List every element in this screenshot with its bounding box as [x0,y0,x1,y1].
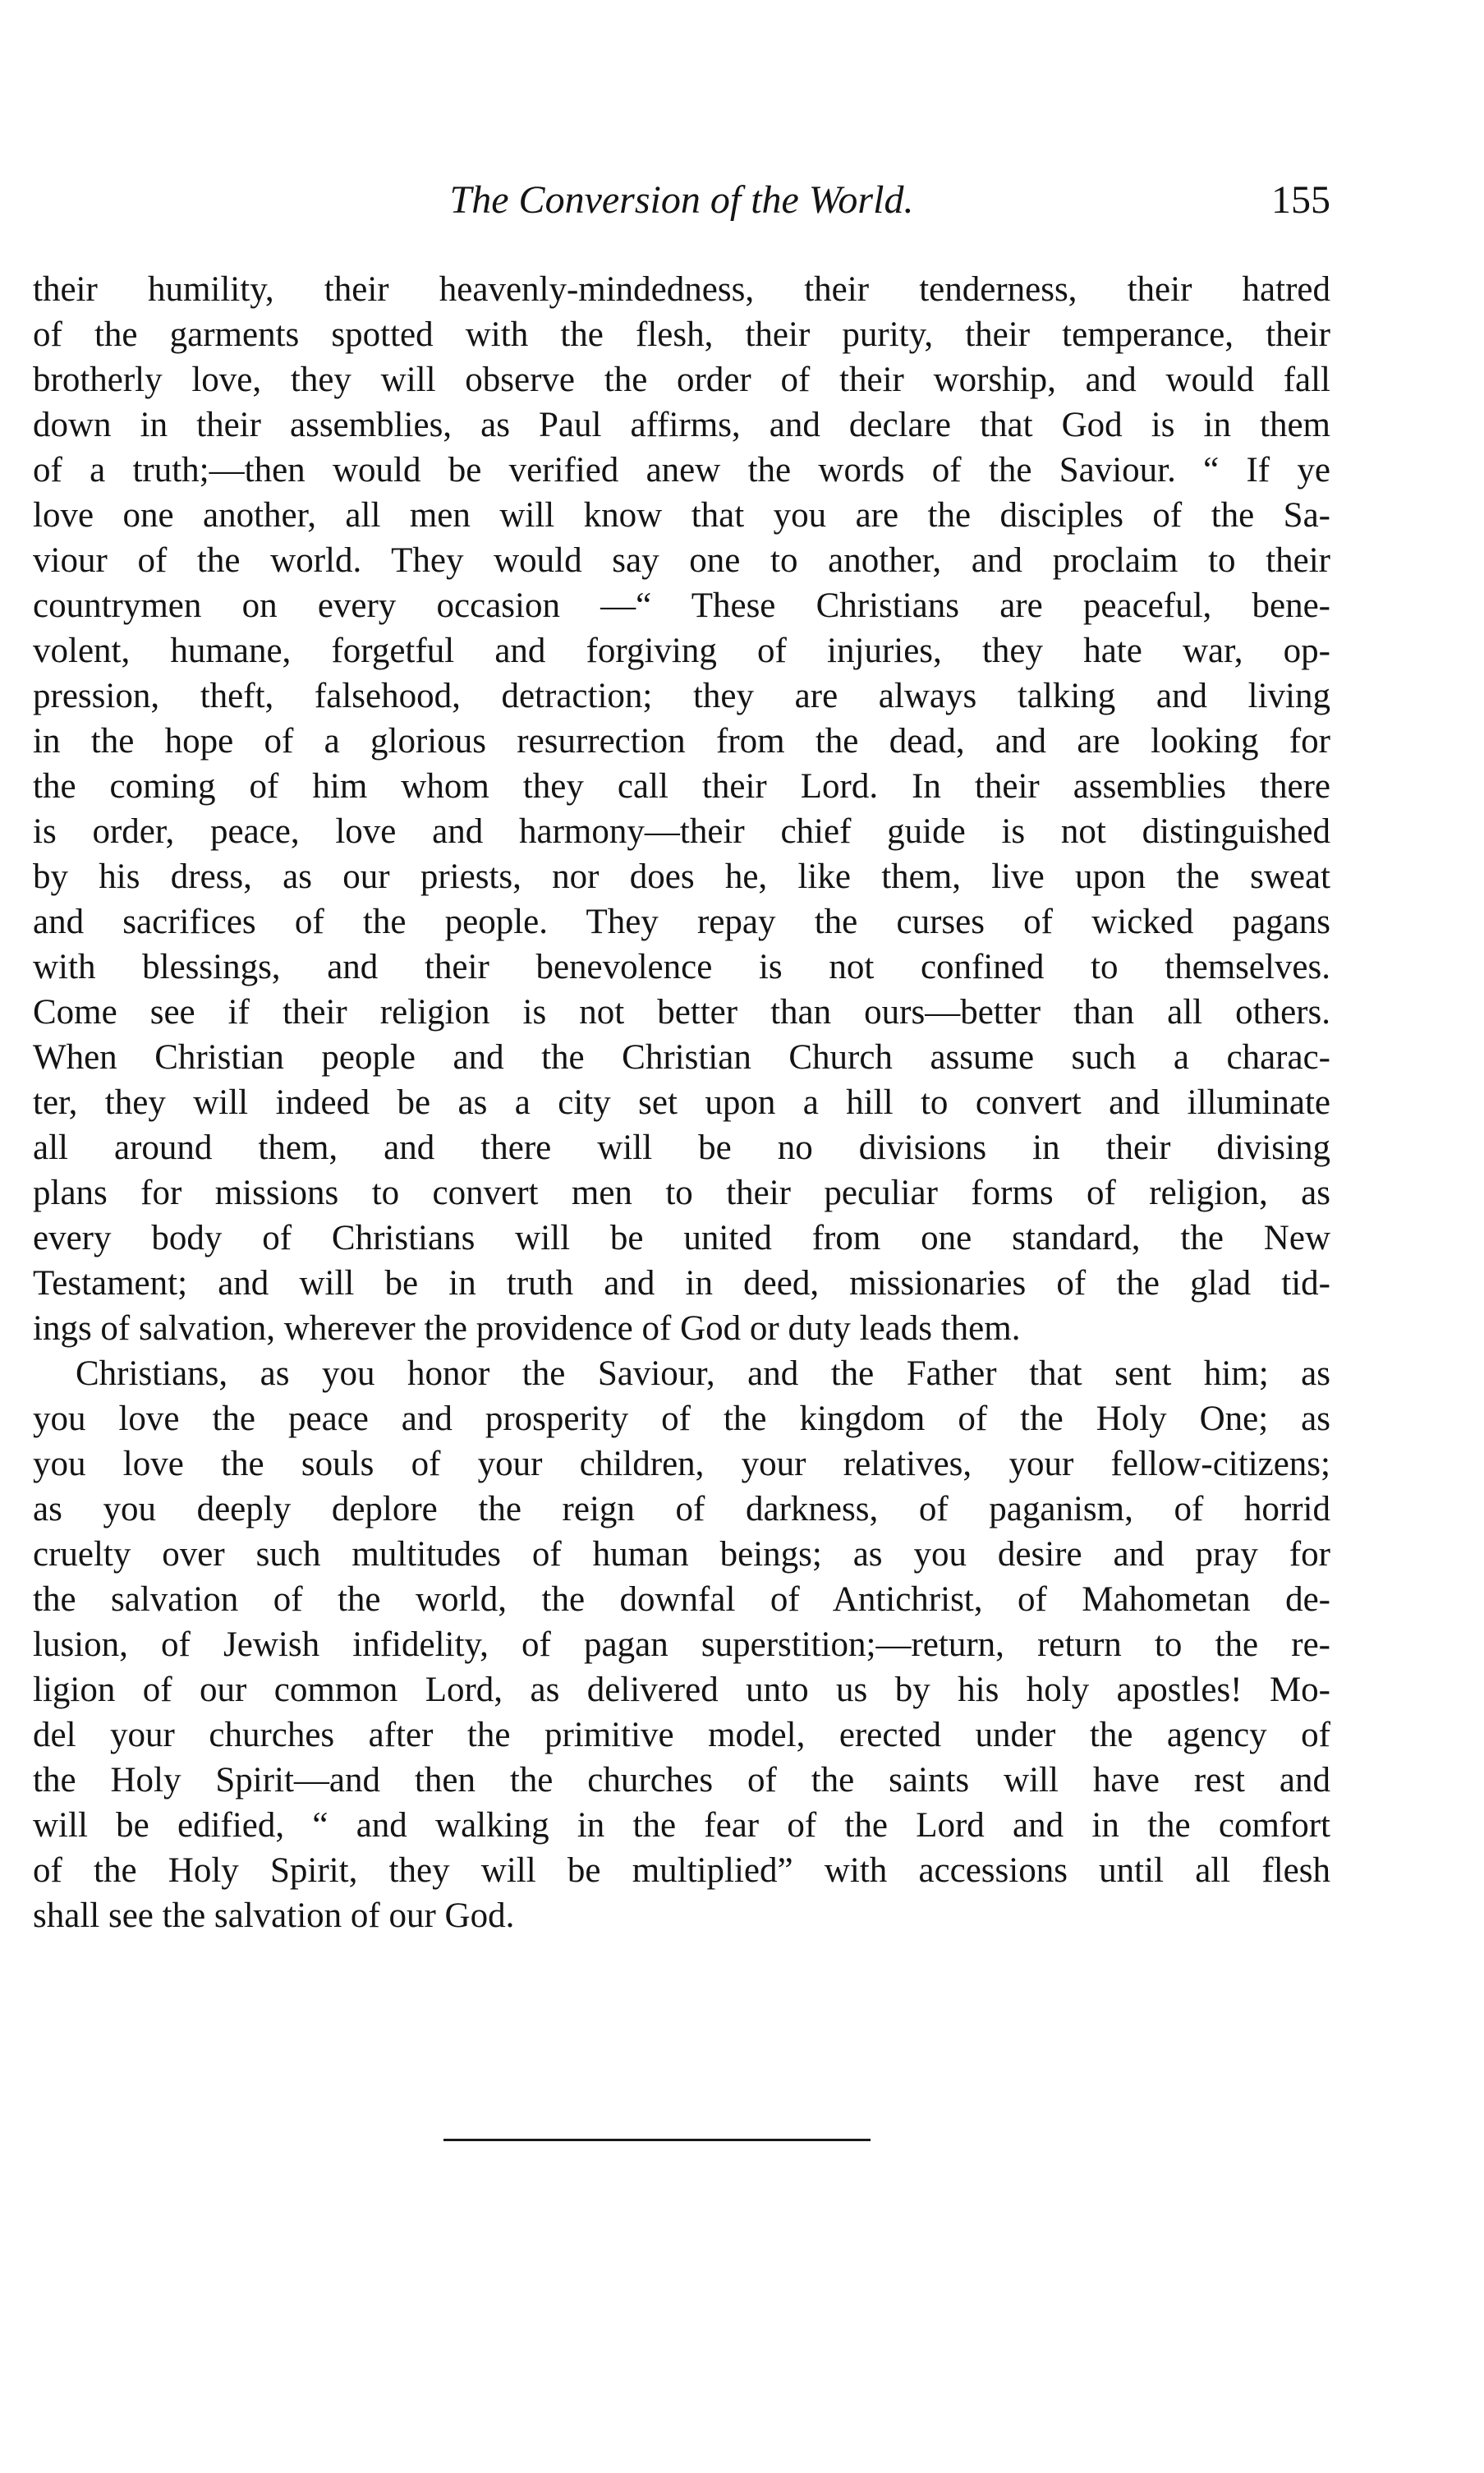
text-line: the coming of him whom they call their Lord. In their assemblies there [33,767,1330,806]
text-line: you love the souls of your children, your relatives, your fellow-citizens; [33,1445,1330,1483]
text-line: volent, humane, forgetful and forgiving of injuries, they hate war, op- [33,632,1330,670]
text-line: of the Holy Spirit, they will be multiplied” with accessions until all flesh [33,1851,1330,1890]
text-line: will be edified, “ and walking in the fear of the Lord and in the comfort [33,1806,1330,1845]
text-line: Testament; and will be in truth and in deed, missionaries of the glad tid- [33,1264,1330,1303]
text-line: the Holy Spirit—and then the churches of the saints will have rest and [33,1761,1330,1800]
text-line: shall see the salvation of our God. [33,1896,515,1935]
text-line: pression, theft, falsehood, detraction; they are always talking and living [33,677,1330,715]
text-line: lusion, of Jewish infidelity, of pagan superstition;—return, return to the re- [33,1625,1330,1664]
text-line: del your churches after the primitive model, erected under the agency of [33,1716,1330,1754]
text-line: countrymen on every occasion —“ These Christians are peaceful, bene- [33,586,1330,625]
text-line: When Christian people and the Christian Church assume such a charac- [33,1038,1330,1077]
text-line: is order, peace, love and harmony—their chief guide is not distinguished [33,812,1330,851]
text-line: their humility, their heavenly-mindedness, their tenderness, their hatred [33,270,1330,309]
text-line: Christians, as you honor the Saviour, and the Father that sent him; as [76,1354,1330,1393]
page-header [33,176,1330,233]
paragraph-1 [33,267,1330,1351]
page-number: 155 [1271,178,1330,222]
text-line: plans for missions to convert men to their peculiar forms of religion, as [33,1174,1330,1212]
text-line: of the garments spotted with the flesh, their purity, their temperance, their [33,315,1330,354]
text-line: ter, they will indeed be as a city set upon a hill to convert and illuminate [33,1083,1330,1122]
running-head: The Conversion of the World. [449,178,914,222]
text-line: in the hope of a glorious resurrection from the dead, and are looking for [33,722,1330,761]
text-line: of a truth;—then would be verified anew the words of the Saviour. “ If ye [33,451,1330,490]
body-text [33,267,1330,1938]
paragraph-2 [33,1351,1330,1938]
text-line: down in their assemblies, as Paul affirms, and declare that God is in them [33,406,1330,444]
text-line: Come see if their religion is not better than ours—better than all others. [33,993,1330,1032]
text-line: and sacrifices of the people. They repay the curses of wicked pagans [33,903,1330,941]
text-line: with blessings, and their benevolence is not confined to themselves. [33,948,1330,986]
text-line: viour of the world. They would say one to another, and proclaim to their [33,541,1330,580]
text-line: ligion of our common Lord, as delivered unto us by his holy apostles! Mo- [33,1671,1330,1709]
end-rule [443,2139,871,2141]
text-line: the salvation of the world, the downfal of Antichrist, of Mahometan de- [33,1580,1330,1619]
text-line: brotherly love, they will observe the order of their worship, and would fall [33,361,1330,399]
text-line: cruelty over such multitudes of human beings; as you desire and pray for [33,1535,1330,1574]
text-line: love one another, all men will know that you are the disciples of the Sa- [33,496,1330,535]
text-line: by his dress, as our priests, nor does he, like them, live upon the sweat [33,857,1330,896]
text-line: all around them, and there will be no divisions in their divising [33,1128,1330,1167]
text-line: ings of salvation, wherever the providence of God or duty leads them. [33,1309,1021,1348]
text-line: as you deeply deplore the reign of darkness, of paganism, of horrid [33,1490,1330,1528]
text-line: you love the peace and prosperity of the kingdom of the Holy One; as [33,1400,1330,1438]
text-line: every body of Christians will be united from one standard, the New [33,1219,1330,1257]
